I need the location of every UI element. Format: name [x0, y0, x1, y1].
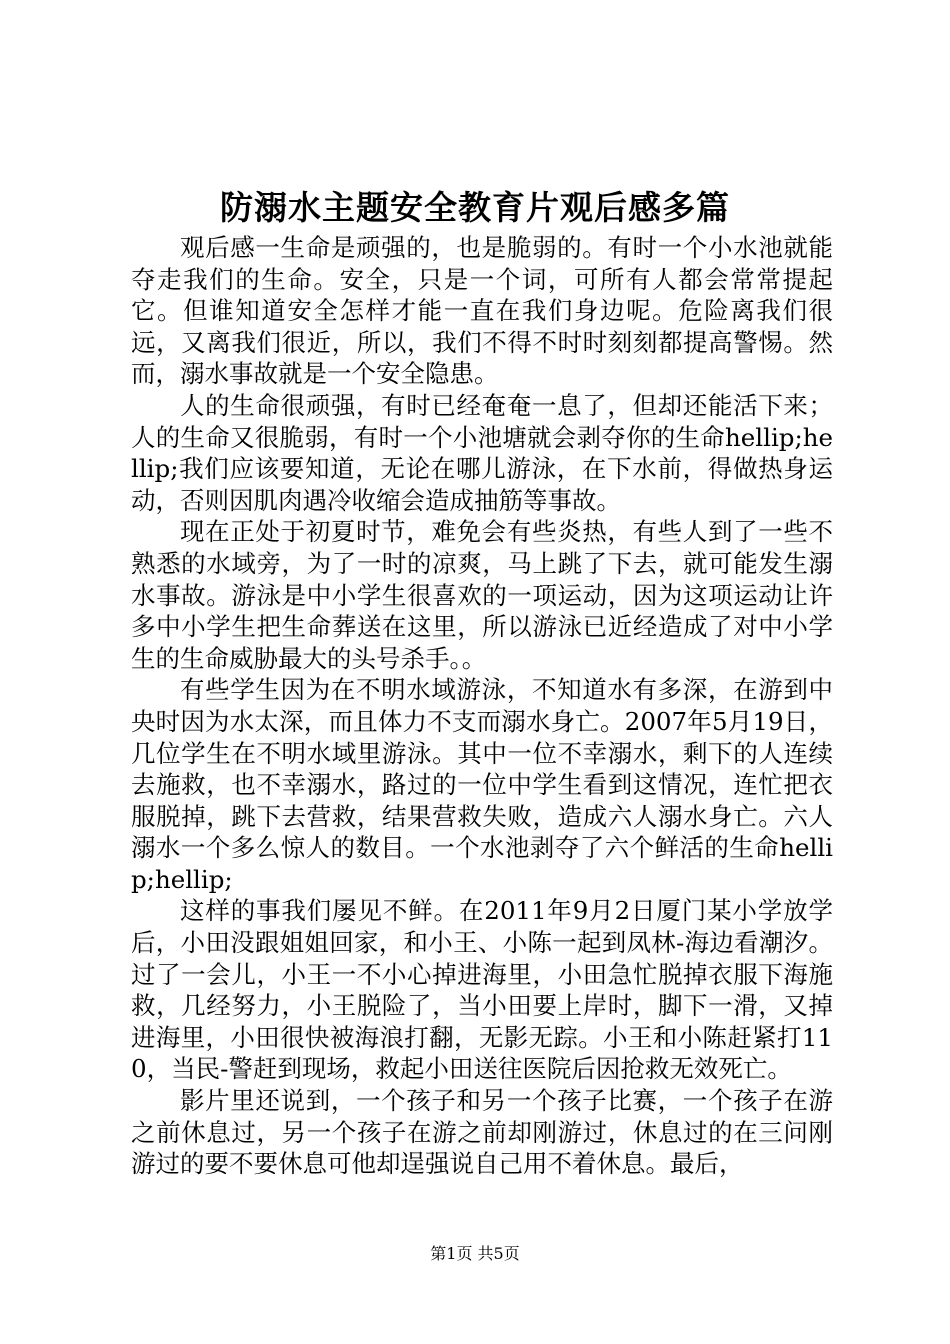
paragraph-3: 现在正处于初夏时节，难免会有些炎热，有些人到了一些不熟悉的水域旁，为了一时的凉爽，马上跳了下去，就可能发生溺水事故。游泳是中小学生很喜欢的一项运动，因为这项运动让许多中小学生把生命葬送在这里，所以游泳已近经造成了对中小学生的生命威胁最大的头号杀手。。	[131, 517, 833, 673]
page-footer: 第1页 共5页	[430, 1244, 520, 1263]
document-body	[131, 232, 833, 1180]
document-title: 防溺水主题安全教育片观后感多篇	[220, 188, 730, 227]
paragraph-2: 人的生命很顽强，有时已经奄奄一息了，但却还能活下来；人的生命又很脆弱，有时一个小池塘就会剥夺你的生命hellip;hellip;我们应该要知道，无论在哪儿游泳，在下水前，得做热身运动，否则因肌肉遇冷收缩会造成抽筋等事故。	[131, 390, 833, 515]
paragraph-1: 观后感一生命是顽强的，也是脆弱的。有时一个小水池就能夺走我们的生命。安全，只是一个词，可所有人都会常常提起它。但谁知道安全怎样才能一直在我们身边呢。危险离我们很远，又离我们很近，所以，我们不得不时时刻刻都提高警惕。然而，溺水事故就是一个安全隐患。	[131, 233, 833, 389]
paragraph-4: 有些学生因为在不明水域游泳，不知道水有多深，在游到中央时因为水太深，而且体力不支而溺水身亡。2007年5月19日，几位学生在不明水域里游泳。其中一位不幸溺水，剩下的人连续去施救，也不幸溺水，路过的一位中学生看到这情况，连忙把衣服脱掉，跳下去营救，结果营救失败，造成六人溺水身亡。六人溺水一个多么惊人的数目。一个水池剥夺了六个鲜活的生命hellip;hellip;	[131, 675, 833, 894]
paragraph-6: 影片里还说到，一个孩子和另一个孩子比赛，一个孩子在游之前休息过，另一个孩子在游之前却刚游过，休息过的在三问刚游过的要不要休息可他却逞强说自己用不着休息。最后，	[131, 1086, 833, 1179]
paragraph-5: 这样的事我们屡见不鲜。在2011年9月2日厦门某小学放学后，小田没跟姐姐回家，和小王、小陈一起到凤林-海边看潮汐。过了一会儿，小王一不小心掉进海里，小田急忙脱掉衣服下海施救，几经努力，小王脱险了，当小田要上岸时，脚下一滑，又掉进海里，小田很快被海浪打翻，无影无踪。小王和小陈赶紧打110，当民-警赶到现场，救起小田送往医院后因抢救无效死亡。	[131, 896, 833, 1084]
